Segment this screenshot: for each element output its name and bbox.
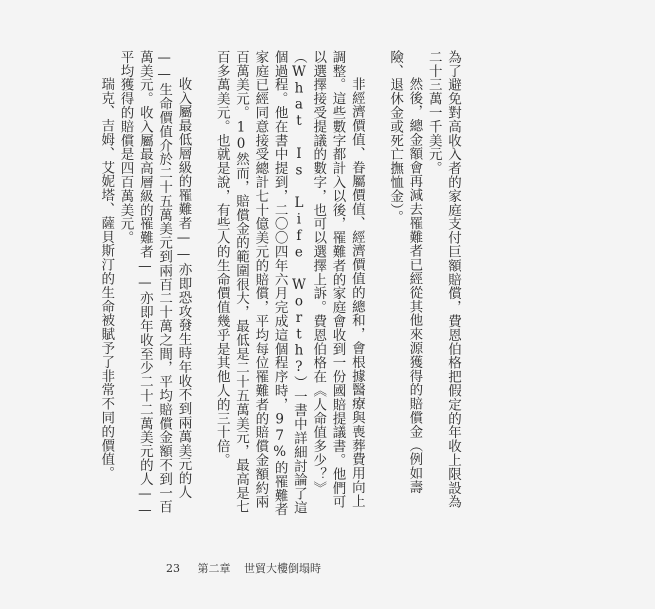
paragraph-5: 瑞克、吉姆、艾妮塔、薩貝斯汀的生命被賦予了非常不同的價值。 (98, 77, 115, 481)
paragraph-3: 非經濟價值、眷屬價值、經濟價值的總和，會根據醫療與喪葬費用向上調整。這些數字都計入以後，罹難者的家庭會收到一份國賠提議書。他們可以選擇接受提議的數字，也可以選擇上訴。費恩伯格在《人命值多少？》（What Is Life Worth?）一書中詳細討論了這個過程。他在書中提到，二〇〇四年六月完成這個程序時，97%的罹難者家庭已經同意接受總計七十億美元的賠償，平均每位罹難者的賠償金額約兩百萬美元。10然而，賠償金的範圍很大，最低是二十五萬美元，最高是七百多萬美元。也就是說，有些人的生命價值幾乎是其他人的三十倍。 (213, 50, 365, 517)
paragraph-gap (366, 50, 385, 520)
paragraph-4: 收入屬最低層級的罹難者——亦即恐攻發生時年收不到兩萬美元的人——生命價值介於二十五萬美元到兩百二十萬之間，平均賠償金額不到一百萬美元。收入屬最高層級的罹難者——亦即年收至少二十二萬美元的人——平均獲得的賠償是四百萬美元。 (117, 50, 192, 519)
page-number: 23 (166, 562, 180, 575)
chapter-label: 第二章 (197, 562, 231, 575)
paragraph-1: 為了避免對高收入者的家庭支付巨額賠償，費恩伯格把假定的年收上限設為二十三萬一千美元。 (425, 50, 461, 509)
paragraph-2: 然後，總金額會再減去罹難者已經從其他來源獲得的賠償金（例如壽險、退休金或死亡撫恤金）。 (387, 50, 423, 494)
page-footer (166, 560, 321, 576)
chapter-title: 世貿大樓倒塌時 (244, 562, 321, 575)
paragraph-gap (192, 50, 211, 520)
body-text (96, 50, 462, 520)
